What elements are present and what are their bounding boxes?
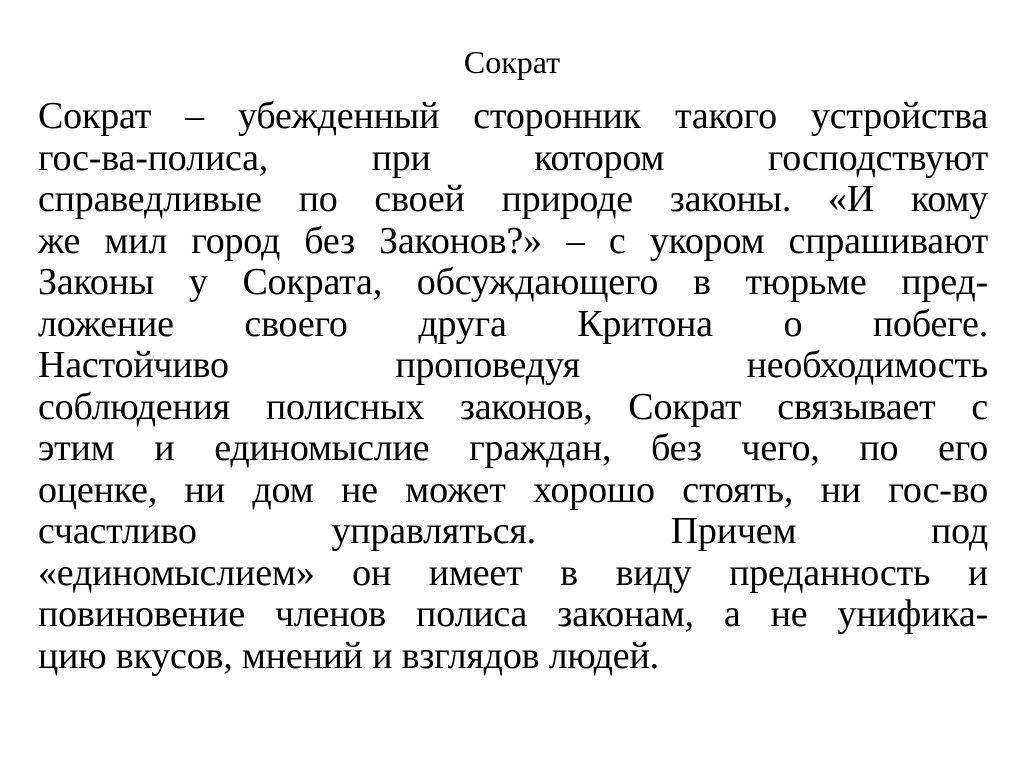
body-line-9: этим и единомыслие граждан, без чего, по его [38, 427, 988, 469]
body-line-11: счастливо управляться. Причем под [38, 510, 988, 552]
body-line-8: соблюдения полисных законов, Сократ связывает с [38, 385, 988, 428]
body-line-14: цию вкусов, мнений и взглядов людей. [38, 634, 659, 677]
body-line-3: справедливые по своей природе законы. «И кому [38, 178, 988, 220]
body-line-4: же мил город без Законов?» – с укором спрашивают [38, 219, 988, 262]
body-line-10: оценке, ни дом не может хорошо стоять, ни гос-во [38, 468, 988, 511]
body-line-1: Сократ – убежденный сторонник такого устройства [38, 95, 988, 137]
body-paragraph [38, 96, 988, 677]
body-line-2: гос-ва-полиса, при котором господствуют [38, 136, 988, 179]
body-line-13: повиновение членов полиса законам, а не унифика- [38, 593, 988, 635]
body-line-12: «единомыслием» он имеет в виду преданность и [38, 551, 988, 594]
body-line-5: Законы у Сократа, обсуждающего в тюрьме пред- [38, 261, 988, 303]
body-line-6: ложение своего друга Критона о побеге. [38, 302, 988, 345]
slide-title: Сократ [463, 44, 561, 80]
body-line-7: Настойчиво проповедуя необходимость [38, 344, 988, 386]
